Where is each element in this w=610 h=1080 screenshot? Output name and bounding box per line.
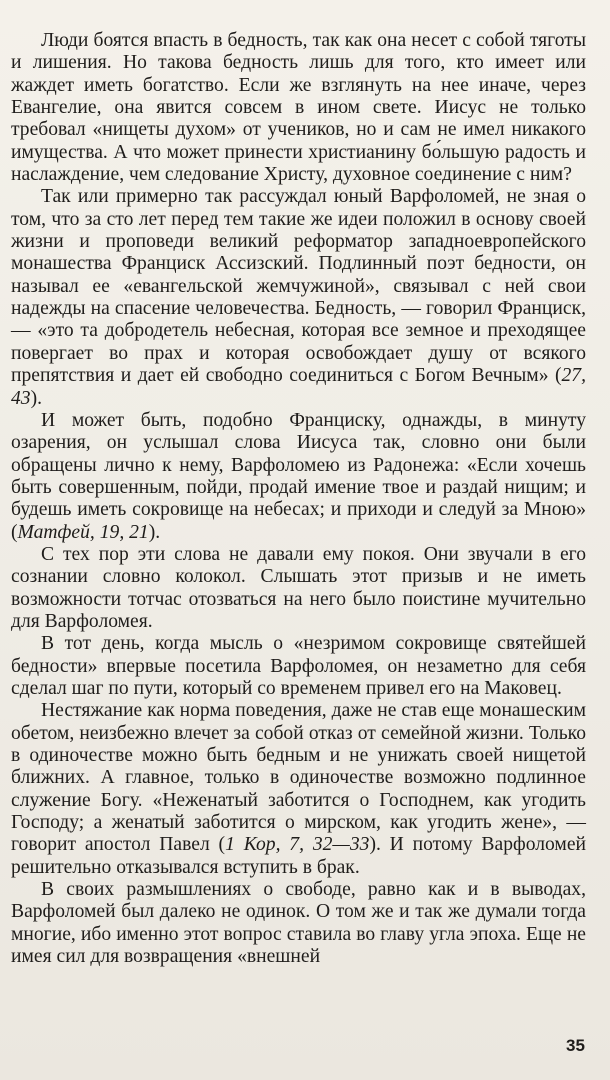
- citation: Матфей, 19, 21: [17, 521, 149, 543]
- citation: 1 Кор, 7, 32—33: [225, 834, 370, 856]
- paragraph-1: Люди боятся впасть в бедность, так как она несет с собой тяготы и лишения. Но такова бедность лишь для того, кто имеет или жаждет иметь богатство. Если же взглянуть на нее иначе, через Евангелие, она явится совсем в ином свете. Иисус не только требовал «нищеты духом» от учеников, но и сам не имел никакого имущества. А что может принести христианину бо́льшую радость и наслаждение, чем следование Христу, духовное соединение с ним?: [11, 30, 586, 186]
- body-text: [11, 30, 586, 968]
- paragraph-7: В своих размышлениях о свободе, равно как и в выводах, Варфоломей был далеко не одинок. О том же и так же думали тогда многие, ибо именно этот вопрос ставила во главу угла эпоха. Еще не имея сил для возвращения «внешней: [11, 879, 586, 968]
- paragraph-2: Так или примерно так рассуждал юный Варфоломей, не зная о том, что за сто лет перед тем такие же идеи положил в основу своей жизни и проповеди великий реформатор западноевропейского монашества Франциск Ассизский. Подлинный поэт бедности, он называл ее «евангельской жемчужиной», связывал с ней свои надежды на спасение человечества. Бедность, — говорил Франциск, — «это та добродетель небесная, которая все земное и преходящее повергает во прах и которая освобождает душу от всякого препятствия и дает ей свободно соединиться с Богом Вечным» (27, 43).: [11, 186, 586, 409]
- paragraph-3: И может быть, подобно Франциску, однажды, в минуту озарения, он услышал слова Иисуса так, словно они были обращены лично к нему, Варфоломею из Радонежа: «Если хочешь быть совершенным, пойди, продай имение твое и раздай нищим; и будешь иметь сокровище на небесах; и приходи и следуй за Мною» (Матфей, 19, 21).: [11, 409, 586, 543]
- page-number: 35: [566, 1036, 585, 1055]
- paragraph-4: С тех пор эти слова не давали ему покоя. Они звучали в его сознании словно колокол. Слышать этот призыв и не иметь возможности тотчас отозваться на него было поистине мучительно для Варфоломея.: [11, 543, 586, 632]
- paragraph-6: Нестяжание как норма поведения, даже не став еще монашеским обетом, неизбежно влечет за собой отказ от семейной жизни. Только в одиночестве можно быть бедным и не унижать своей нищетой ближних. А главное, только в одиночестве возможно подлинное служение Богу. «Неженатый заботится о Господнем, как угодить Господу; а женатый заботится о мирском, как угодить жене», — говорит апостол Павел (1 Кор, 7, 32—33). И потому Варфоломей решительно отказывался вступить в брак.: [11, 700, 587, 878]
- paragraph-5: В тот день, когда мысль о «незримом сокровище святейшей бедности» впервые посетила Варфоломея, он незаметно для себя сделал шаг по пути, который со временем привел его на Маковец.: [11, 633, 586, 699]
- citation: 27, 43: [11, 365, 586, 409]
